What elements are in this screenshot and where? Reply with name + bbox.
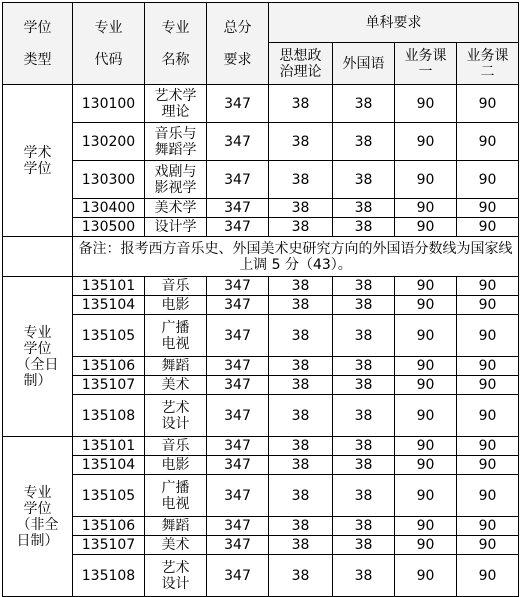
politics-cell: 38 [269, 456, 333, 475]
course-two-cell: 90 [457, 456, 519, 475]
politics-cell: 38 [269, 555, 333, 597]
language-cell: 38 [333, 296, 395, 315]
code-cell: 135108 [73, 555, 145, 597]
name-cell: 电影 [145, 456, 207, 475]
course-two-cell: 90 [457, 123, 519, 161]
code-cell: 135108 [73, 395, 145, 437]
code-cell: 135101 [73, 277, 145, 296]
header-major-code: 专业 代码 [73, 3, 145, 85]
table-row [3, 218, 519, 237]
politics-cell: 38 [269, 199, 333, 218]
table-row [3, 536, 519, 555]
course-one-cell: 90 [395, 123, 457, 161]
total-cell: 347 [207, 376, 269, 395]
code-cell: 130300 [73, 161, 145, 199]
course-two-cell: 90 [457, 555, 519, 597]
name-cell: 戏剧与 影视学 [145, 161, 207, 199]
language-cell: 38 [333, 456, 395, 475]
politics-cell: 38 [269, 395, 333, 437]
politics-cell: 38 [269, 517, 333, 536]
total-cell: 347 [207, 437, 269, 456]
table-row [3, 296, 519, 315]
language-cell: 38 [333, 357, 395, 376]
course-one-cell: 90 [395, 218, 457, 237]
code-cell: 130400 [73, 199, 145, 218]
code-cell: 135105 [73, 315, 145, 357]
language-cell: 38 [333, 536, 395, 555]
course-two-cell: 90 [457, 315, 519, 357]
code-cell: 130200 [73, 123, 145, 161]
name-cell: 舞蹈 [145, 357, 207, 376]
course-two-cell: 90 [457, 536, 519, 555]
course-one-cell: 90 [395, 456, 457, 475]
code-cell: 135106 [73, 357, 145, 376]
total-cell: 347 [207, 536, 269, 555]
table-row [3, 517, 519, 536]
language-cell: 38 [333, 161, 395, 199]
total-cell: 347 [207, 296, 269, 315]
header-total-score: 总分 要求 [207, 3, 269, 85]
table-row [3, 277, 519, 296]
course-one-cell: 90 [395, 315, 457, 357]
table-row [3, 437, 519, 456]
name-cell: 艺术学 理论 [145, 85, 207, 123]
name-cell: 广播 电视 [145, 475, 207, 517]
category-cell: 专业 学位 （非全 日制） [3, 437, 73, 597]
total-cell: 347 [207, 357, 269, 376]
course-two-cell: 90 [457, 395, 519, 437]
politics-cell: 38 [269, 475, 333, 517]
politics-cell: 38 [269, 536, 333, 555]
course-one-cell: 90 [395, 536, 457, 555]
table-row [3, 315, 519, 357]
table-row [3, 475, 519, 517]
table-row [3, 357, 519, 376]
code-cell: 130500 [73, 218, 145, 237]
code-cell: 135107 [73, 376, 145, 395]
course-one-cell: 90 [395, 437, 457, 456]
total-cell: 347 [207, 315, 269, 357]
total-cell: 347 [207, 277, 269, 296]
politics-cell: 38 [269, 277, 333, 296]
course-two-cell: 90 [457, 296, 519, 315]
language-cell: 38 [333, 199, 395, 218]
politics-cell: 38 [269, 123, 333, 161]
course-one-cell: 90 [395, 199, 457, 218]
header-course-two: 业务课 二 [457, 43, 519, 85]
total-cell: 347 [207, 123, 269, 161]
course-two-cell: 90 [457, 161, 519, 199]
table-row [3, 85, 519, 123]
code-cell: 135105 [73, 475, 145, 517]
course-one-cell: 90 [395, 395, 457, 437]
name-cell: 舞蹈 [145, 517, 207, 536]
course-one-cell: 90 [395, 517, 457, 536]
course-two-cell: 90 [457, 437, 519, 456]
header-degree-type: 学位 类型 [3, 3, 73, 85]
name-cell: 电影 [145, 296, 207, 315]
total-cell: 347 [207, 395, 269, 437]
course-one-cell: 90 [395, 357, 457, 376]
politics-cell: 38 [269, 357, 333, 376]
course-two-cell: 90 [457, 277, 519, 296]
politics-cell: 38 [269, 85, 333, 123]
table-row [3, 555, 519, 597]
language-cell: 38 [333, 555, 395, 597]
total-cell: 347 [207, 555, 269, 597]
total-cell: 347 [207, 517, 269, 536]
table-row [3, 161, 519, 199]
language-cell: 38 [333, 376, 395, 395]
course-one-cell: 90 [395, 555, 457, 597]
code-cell: 135101 [73, 437, 145, 456]
table-row [3, 456, 519, 475]
name-cell: 艺术 设计 [145, 395, 207, 437]
header-foreign-language: 外国语 [333, 43, 395, 85]
total-cell: 347 [207, 475, 269, 517]
course-two-cell: 90 [457, 199, 519, 218]
course-two-cell: 90 [457, 517, 519, 536]
politics-cell: 38 [269, 437, 333, 456]
politics-cell: 38 [269, 376, 333, 395]
politics-cell: 38 [269, 296, 333, 315]
language-cell: 38 [333, 315, 395, 357]
course-two-cell: 90 [457, 475, 519, 517]
language-cell: 38 [333, 517, 395, 536]
code-cell: 135104 [73, 456, 145, 475]
language-cell: 38 [333, 437, 395, 456]
table-row [3, 395, 519, 437]
politics-cell: 38 [269, 315, 333, 357]
name-cell: 音乐 [145, 437, 207, 456]
name-cell: 美术学 [145, 199, 207, 218]
category-cell: 专业 学位 （全日 制） [3, 277, 73, 437]
note-text: 备注：报考西方音乐史、外国美术史研究方向的外国语分数线为国家线上调 5 分（43）。 [73, 237, 519, 277]
header-politics: 思想政 治理论 [269, 43, 333, 85]
code-cell: 135106 [73, 517, 145, 536]
course-one-cell: 90 [395, 376, 457, 395]
course-one-cell: 90 [395, 161, 457, 199]
category-cell: 学术 学位 [3, 85, 73, 237]
table-row [3, 376, 519, 395]
language-cell: 38 [333, 85, 395, 123]
code-cell: 135107 [73, 536, 145, 555]
name-cell: 美术 [145, 376, 207, 395]
total-cell: 347 [207, 199, 269, 218]
course-one-cell: 90 [395, 296, 457, 315]
note-row [3, 237, 519, 277]
score-table [2, 2, 519, 597]
name-cell: 艺术 设计 [145, 555, 207, 597]
politics-cell: 38 [269, 161, 333, 199]
header-subject-requirements: 单科要求 [269, 3, 519, 43]
total-cell: 347 [207, 85, 269, 123]
table-row [3, 123, 519, 161]
header-course-one: 业务课 一 [395, 43, 457, 85]
course-one-cell: 90 [395, 85, 457, 123]
total-cell: 347 [207, 161, 269, 199]
language-cell: 38 [333, 475, 395, 517]
note-spacer [3, 237, 73, 277]
name-cell: 美术 [145, 536, 207, 555]
code-cell: 135104 [73, 296, 145, 315]
table-row [3, 199, 519, 218]
course-one-cell: 90 [395, 277, 457, 296]
course-one-cell: 90 [395, 475, 457, 517]
name-cell: 音乐 [145, 277, 207, 296]
name-cell: 音乐与 舞蹈学 [145, 123, 207, 161]
politics-cell: 38 [269, 218, 333, 237]
name-cell: 设计学 [145, 218, 207, 237]
header-major-name: 专业 名称 [145, 3, 207, 85]
course-two-cell: 90 [457, 357, 519, 376]
language-cell: 38 [333, 277, 395, 296]
course-two-cell: 90 [457, 218, 519, 237]
language-cell: 38 [333, 123, 395, 161]
code-cell: 130100 [73, 85, 145, 123]
language-cell: 38 [333, 395, 395, 437]
course-two-cell: 90 [457, 376, 519, 395]
total-cell: 347 [207, 218, 269, 237]
name-cell: 广播 电视 [145, 315, 207, 357]
course-two-cell: 90 [457, 85, 519, 123]
language-cell: 38 [333, 218, 395, 237]
total-cell: 347 [207, 456, 269, 475]
